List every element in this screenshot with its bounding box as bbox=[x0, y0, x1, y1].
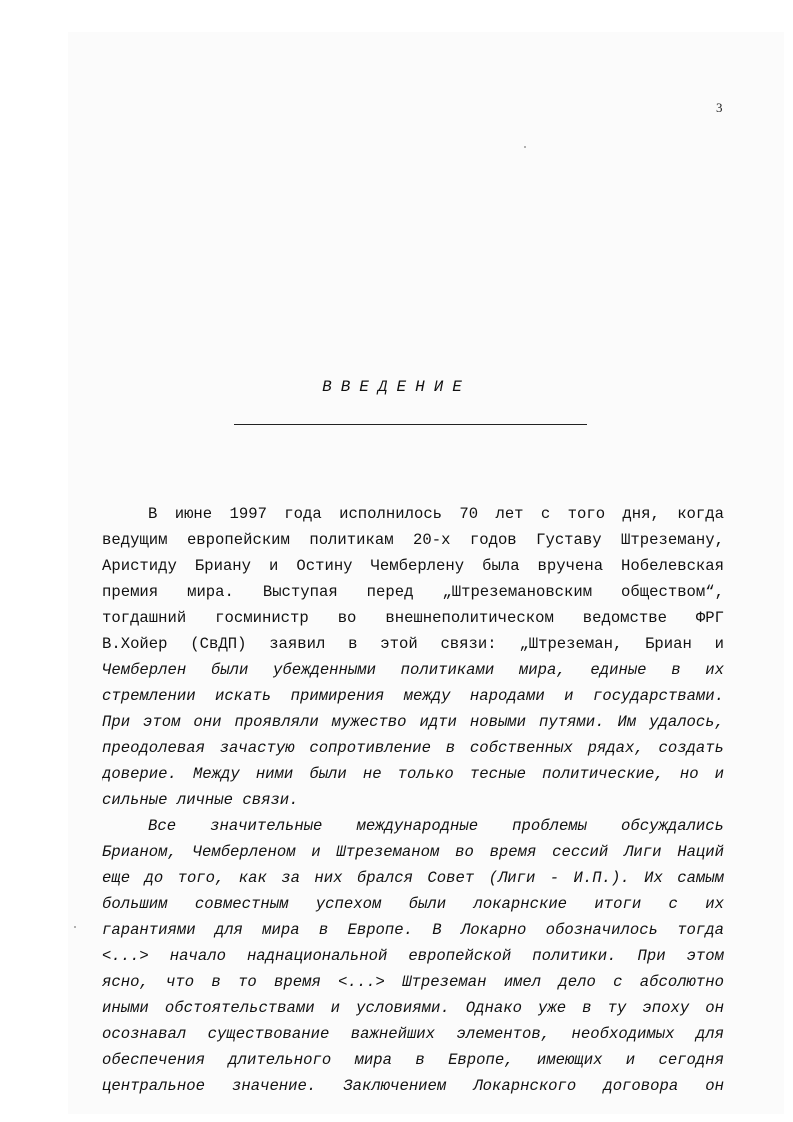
text-line: гарантиями для мира в Европе. В Локарно обозначилось тогда bbox=[102, 921, 724, 939]
text-line: большим совместным успехом были локарнские итоги с их bbox=[102, 895, 724, 913]
text-line: В.Хойер (СвДП) заявил в этой связи: „Штреземан, Бриан и bbox=[102, 635, 724, 653]
body-text bbox=[102, 501, 724, 1099]
text-line: ведущим европейским политикам 20-х годов Густаву Штреземану, bbox=[102, 531, 724, 549]
text-line: осознавал существование важнейших элементов, необходимых для bbox=[102, 1025, 724, 1043]
scan-speck bbox=[74, 926, 76, 928]
text-line: ясно, что в то время <...> Штреземан имел дело с абсолютно bbox=[102, 973, 724, 991]
text-line: <...> начало наднациональной европейской политики. При этом bbox=[102, 947, 724, 965]
text-line: Чемберлен были убежденными политиками мира, единые в их bbox=[102, 661, 724, 679]
text-line: Все значительные международные проблемы обсуждались bbox=[148, 817, 724, 835]
text-line: премия мира. Выступая перед „Штреземановским обществом“, bbox=[102, 583, 724, 601]
text-line: обеспечения длительного мира в Европе, имеющих и сегодня bbox=[102, 1051, 724, 1069]
paragraph-2 bbox=[102, 813, 724, 1099]
text-line: тогдашний госминистр во внешнеполитическом ведомстве ФРГ bbox=[102, 609, 724, 627]
scan-speck bbox=[524, 146, 526, 148]
text-line: При этом они проявляли мужество идти новыми путями. Им удалось, bbox=[102, 713, 724, 731]
page-number: 3 bbox=[716, 100, 723, 115]
text-line: Аристиду Бриану и Остину Чемберлену была вручена Нобелевская bbox=[102, 557, 724, 575]
text-line: Брианом, Чемберленом и Штреземаном во время сессий Лиги Наций bbox=[102, 843, 724, 861]
text-line: преодолевая зачастую сопротивление в собственных рядах, создать bbox=[102, 739, 724, 757]
heading-underline bbox=[234, 424, 587, 425]
paragraph-1 bbox=[102, 501, 724, 813]
text-line: доверие. Между ними были не только тесные политические, но и bbox=[102, 765, 724, 783]
section-heading: ВВЕДЕНИЕ bbox=[322, 378, 471, 396]
text-line: В июне 1997 года исполнилось 70 лет с того дня, когда bbox=[148, 505, 724, 523]
text-line: сильные личные связи. bbox=[102, 791, 299, 809]
text-line: стремлении искать примирения между народами и государствами. bbox=[102, 687, 724, 705]
text-line: иными обстоятельствами и условиями. Однако уже в ту эпоху он bbox=[102, 999, 724, 1017]
text-line: центральное значение. Заключением Локарнского договора он bbox=[102, 1077, 724, 1095]
text-line: еще до того, как за них брался Совет (Лиги - И.П.). Их самым bbox=[102, 869, 724, 887]
